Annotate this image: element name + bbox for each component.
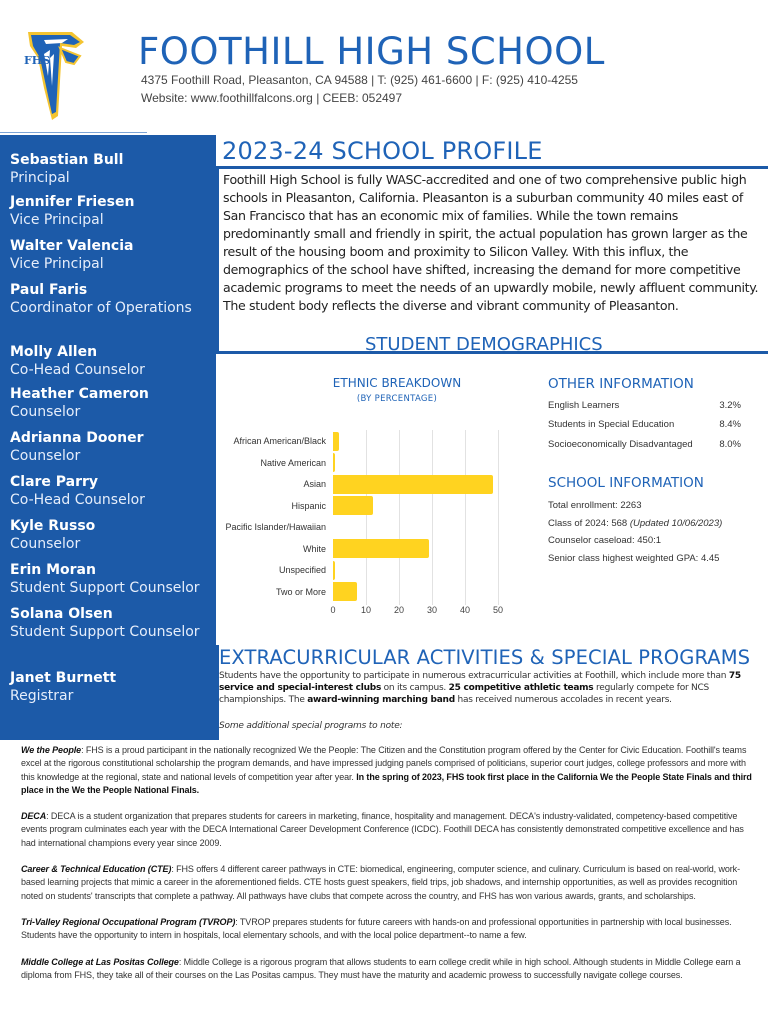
gridline [366,430,367,605]
x-tick-label: 40 [459,605,470,615]
other-info-row [548,419,741,430]
program-name: Career & Technical Education (CTE) [21,864,172,875]
intro-highlight: 75 service and special-interest clubs [219,671,741,693]
address-line: 4375 Foothill Road, Pleasanton, CA 94588 | T: (925) 461-6600 | F: (925) 410-4255 [141,73,578,87]
staff-entry [10,473,206,509]
school-info-row [548,500,641,511]
chart-bar [333,432,339,451]
chart-bar [333,475,493,494]
other-info-label: Students in Special Education [548,419,675,430]
staff-entry [10,193,206,229]
chart-subtitle: (BY PERCENTAGE) [356,394,438,404]
intro-text: regularly compete for NCS championships. The [219,683,710,705]
chart-bar [333,561,335,580]
program-item [21,744,756,797]
program-name: Tri-Valley Regional Occupational Program (TVROP) [21,916,236,927]
staff-entry [10,281,206,317]
intro-highlight: award-winning marching band [307,695,455,705]
staff-name: Walter Valencia [10,238,134,254]
x-tick-label: 50 [492,605,503,615]
staff-name: Heather Cameron [10,386,149,402]
staff-entry [10,151,206,187]
category-label: Hispanic [291,500,326,511]
chart-bar [333,496,373,515]
school-info-text: Class of 2024: 568 [548,518,630,529]
falcon-logo-icon [22,28,84,120]
extracurricular-note: Some additional special programs to note: [219,721,403,731]
chart-plot-area [333,430,503,605]
other-info-row [548,439,741,450]
staff-title: Student Support Counselor [10,580,200,596]
school-info-row [548,553,719,564]
other-info-row [548,400,741,411]
staff-title: Registrar [10,688,74,704]
school-info-text: Senior class highest weighted GPA: 4.45 [548,553,720,564]
category-label: Pacific Islander/Hawaiian [225,522,326,532]
staff-name: Kyle Russo [10,518,96,534]
staff-sidebar [0,135,216,740]
program-item [21,956,756,983]
staff-entry [10,669,206,705]
school-info-row [548,518,722,529]
category-label: African American/Black [233,436,326,446]
sidebar-spacer [10,647,206,669]
program-highlight: In the spring of 2023, FHS took first place in the California We the People State Finals and third place in the We the People National Finals. [21,771,752,795]
page-header [0,0,768,135]
header-divider [0,132,147,133]
staff-name: Sebastian Bull [10,152,124,168]
x-tick-label: 10 [360,605,371,615]
staff-entry [10,237,206,273]
staff-name: Solana Olsen [10,606,113,622]
sidebar-spacer [10,323,206,343]
gridline [432,430,433,605]
other-info-label: English Learners [548,400,620,411]
staff-name: Jennifer Friesen [10,194,135,210]
school-info-text: Counselor caseload: 450:1 [548,535,662,546]
profile-body: Foothill High School is fully WASC-accredited and one of two comprehensive public high schools in Pleasanton, California. Pleasanton is a suburban community 40 miles east of San Francisco that has an economic mix of families. While the town remains predominantly small and friendly in spirit, the actual population has grown larger as the result of the housing boom and proximity to Silicon Valley. With this influx, the demographics of the school have shifted, increasing the demand for more competitive academic programs to meet the needs of an upwardly mobile, newly affluent community. The student body reflects the diverse and vibrant community of Pleasanton. [216,169,768,351]
chart-bar [333,453,335,472]
program-description: : Middle College is a rigorous program that allows students to earn college credit while in high school. Although students in Middle College earn a diploma from FHS, they take all of their courses on the Las Positas campus. They must have the maturity and academic prowess to successfully navigate college courses. [21,956,741,980]
gridline [465,430,466,605]
staff-entry [10,561,206,597]
chart-bar [333,539,429,558]
program-description: : TVROP prepares students for future careers with hands-on and professional opportunities in partnership with local businesses. Students have the opportunity to intern in hospitals, local elementary schools, and with the local police department--to name a few. [21,916,732,941]
staff-entry [10,605,206,641]
chart-title: ETHNIC BREAKDOWN [332,376,462,390]
other-info-value: 3.2% [719,400,741,411]
school-profile-section [216,135,768,354]
demographics-title: STUDENT DEMOGRAPHICS [365,334,603,355]
extracurricular-title: EXTRACURRICULAR ACTIVITIES & SPECIAL PROGRAMS [219,646,751,669]
category-label: Asian [303,479,326,489]
school-info-note: (Updated 10/06/2023) [629,518,723,529]
gridline [498,430,499,605]
special-programs-list [21,744,756,995]
program-item [21,916,756,943]
profile-title: 2023-24 SCHOOL PROFILE [222,137,543,165]
intro-text: Students have the opportunity to participate in numerous extracurricular activities at Foothill, which include more than [219,671,729,681]
school-name: FOOTHILL HIGH SCHOOL [138,30,605,73]
staff-name: Clare Parry [10,474,99,490]
x-tick-label: 30 [426,605,437,615]
staff-name: Paul Faris [10,282,88,298]
x-tick-label: 0 [330,605,336,615]
staff-title: Co-Head Counselor [10,492,145,508]
gridline [399,430,400,605]
category-label: Native American [260,457,326,468]
staff-title: Vice Principal [10,256,104,272]
extracurricular-intro [219,670,759,706]
program-name: DECA [21,811,47,822]
staff-title: Co-Head Counselor [10,362,145,378]
chart-bar [333,582,357,601]
program-description: : FHS offers 4 different career pathways in CTE: biomedical, engineering, computer science, and culinary. Curriculum is based on real-world, work-based learning projects that mimic a career in the aforementioned fields. CTE hosts guest speakers, field trips, job shadows, and internship opportunities, as well as provides recognition noted on students' transcripts that complete a pathway. All pathways have clubs that compete across the country, and FHS has won various awards, grants, and scholarships. [21,864,740,901]
staff-entry [10,517,206,553]
program-item [21,863,756,903]
staff-title: Student Support Counselor [10,624,200,640]
staff-title: Counselor [10,448,81,464]
category-label: Two or More [275,586,326,597]
staff-title: Counselor [10,536,81,552]
staff-entry [10,385,206,421]
x-tick-label: 20 [393,605,404,615]
category-label: Unspecified [278,565,326,575]
staff-title: Coordinator of Operations [10,300,192,316]
intro-text: has received numerous accolades in recent years. [454,695,672,705]
school-info-row [548,535,661,546]
program-description: : FHS is a proud participant in the nationally recognized We the People: The Citizen and the Constitution program offered by the Center for Civic Education. Foothill's teams excel at the rigorous constitutional scholarship the program demands, and have impressed judging panels comprised of politicians, superior court judges, college professors and more with this knowledge at the regional, state and national levels of competition year after year. [21,745,747,782]
program-description: : DECA is a student organization that prepares students for careers in marketing, finance, hospitality and management. DECA's industry-validated, competency-based competitive events program culminates each year with the DECA International Career Development Conference (ICDC). Foothill DECA has consistently demonstrated competitive excellence and has had international champions every year since 2009. [21,811,744,848]
other-info-value: 8.0% [719,439,741,450]
other-info-title: OTHER INFORMATION [548,376,694,392]
other-info-value: 8.4% [719,419,741,430]
staff-entry [10,343,206,379]
svg-text:FHS: FHS [24,54,51,67]
staff-name: Molly Allen [10,344,98,360]
staff-name: Adrianna Dooner [10,430,144,446]
staff-entry [10,429,206,465]
staff-name: Janet Burnett [10,670,117,686]
school-info-text: Total enrollment: 2263 [548,500,642,511]
website-line: Website: www.foothillfalcons.org | CEEB: 052497 [141,91,403,105]
program-item [21,810,756,850]
program-name: We the People [21,745,82,755]
category-label: White [302,543,326,554]
staff-title: Vice Principal [10,212,104,228]
school-info-title: SCHOOL INFORMATION [548,475,704,491]
other-info-label: Socioeconomically Disadvantaged [548,439,693,450]
program-name: Middle College at Las Positas College [21,956,179,967]
staff-title: Principal [10,170,70,186]
staff-name: Erin Moran [10,562,96,578]
intro-text: on its campus. [381,683,449,693]
intro-highlight: 25 competitive athletic teams [448,683,594,693]
staff-title: Counselor [10,404,81,420]
